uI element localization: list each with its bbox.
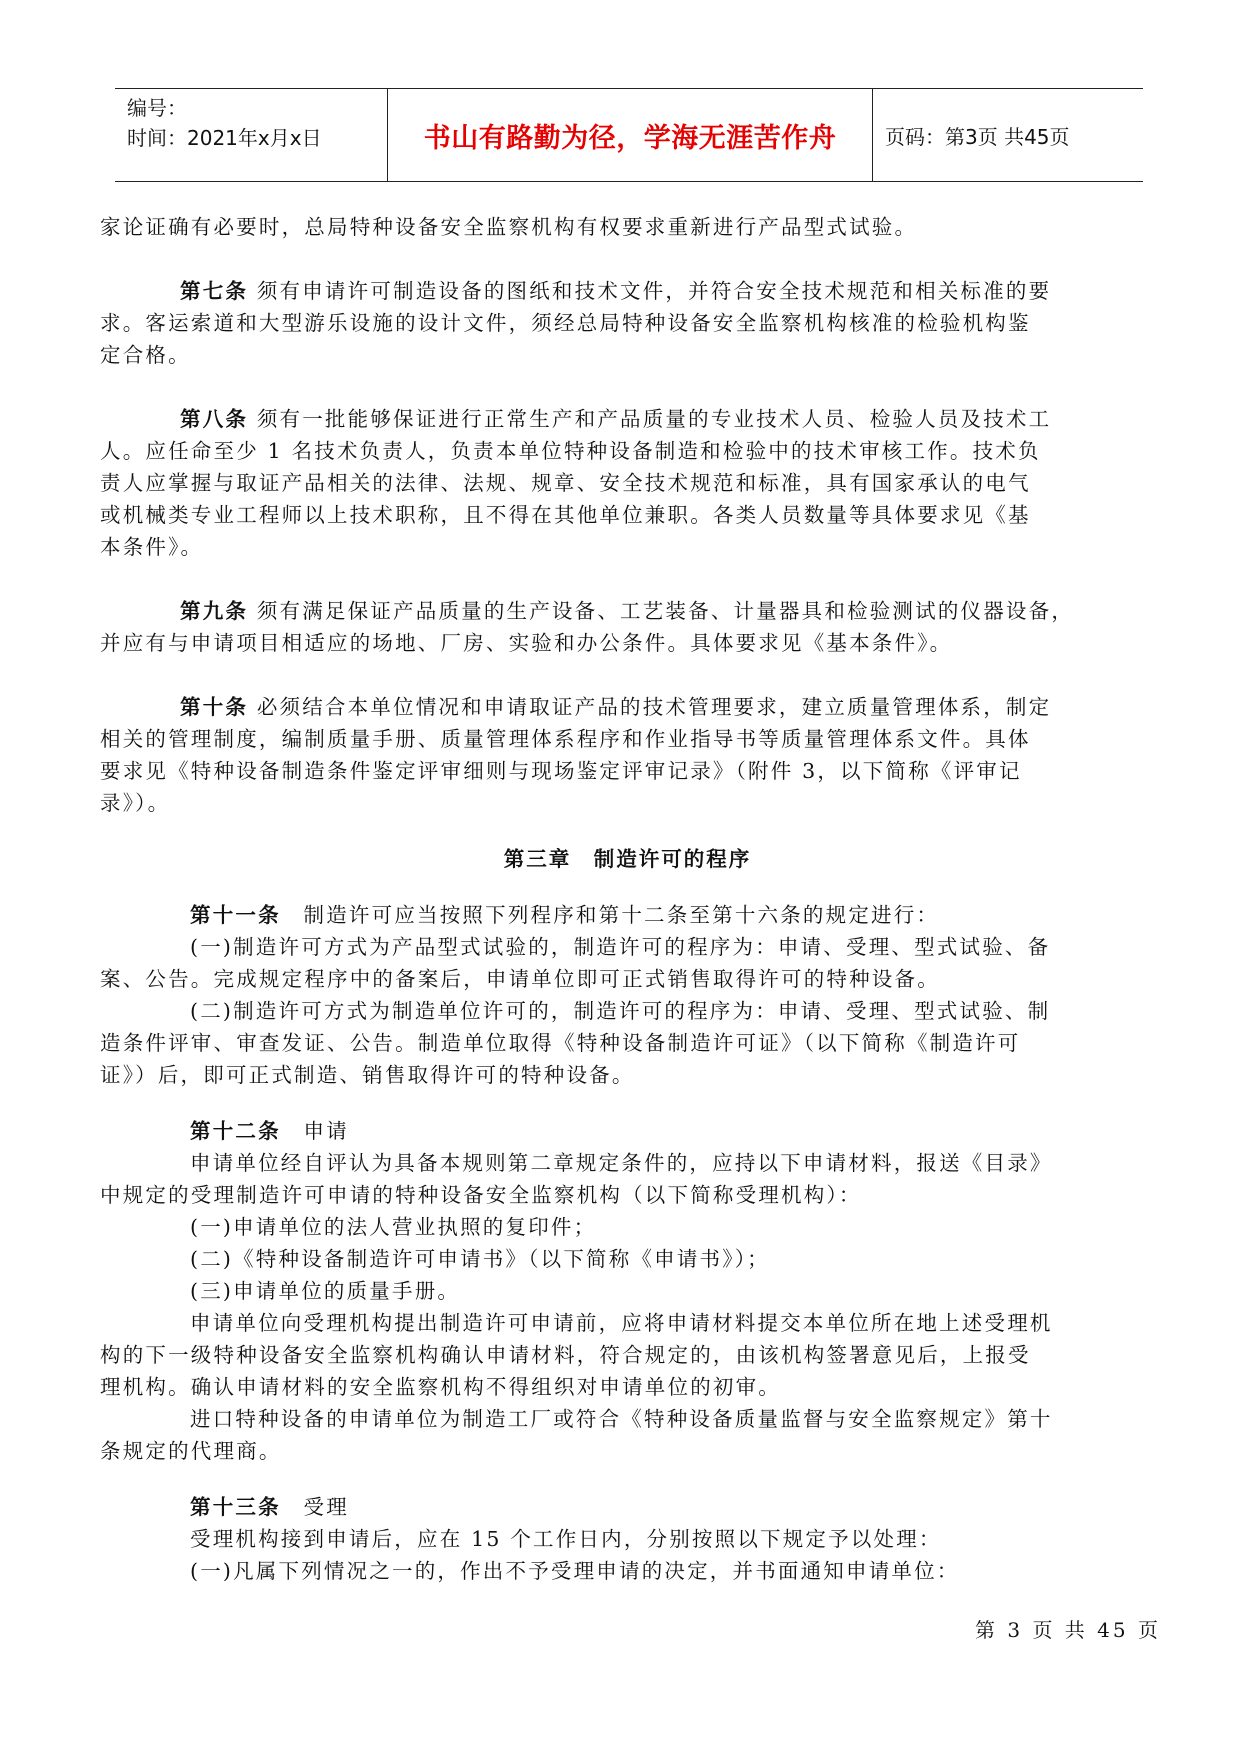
- article-12-line: 第十二条 申请: [190, 1119, 349, 1143]
- article-8-line: 本条件》。: [100, 535, 204, 559]
- article-10-line: 要求见《特种设备制造条件鉴定评审细则与现场鉴定评审记录》（附件 3，以下简称《评审记: [100, 759, 1022, 783]
- article-12-line: 申请单位经自评认为具备本规则第二章规定条件的，应持以下申请材料，报送《目录》: [190, 1151, 1053, 1175]
- article-10-line: 录》）。: [100, 791, 171, 815]
- article-8-line: 人。应任命至少 1 名技术负责人，负责本单位特种设备制造和检验中的技术审核工作。技术负: [100, 439, 1041, 463]
- header-motto-cell: [387, 89, 873, 181]
- article-11-line: 造条件评审、审查发证、公告。制造单位取得《特种设备制造许可证》（以下简称《制造许可: [100, 1031, 1021, 1055]
- article-12-line: 中规定的受理制造许可申请的特种设备安全监察机构（以下简称受理机构）：: [100, 1183, 862, 1207]
- article-12-line: (三)申请单位的质量手册。: [190, 1279, 461, 1303]
- article-7-line: 求。客运索道和大型游乐设施的设计文件，须经总局特种设备安全监察机构核准的检验机构鉴: [100, 311, 1031, 335]
- article-12-line: 进口特种设备的申请单位为制造工厂或符合《特种设备质量监督与安全监察规定》第十: [190, 1407, 1053, 1431]
- article-12-line: 申请单位向受理机构提出制造许可申请前，应将申请材料提交本单位所在地上述受理机: [190, 1311, 1053, 1335]
- article-7-line: 定合格。: [100, 343, 191, 367]
- article-7-line: 第七条 须有申请许可制造设备的图纸和技术文件，并符合安全技术规范和相关标准的要: [180, 279, 1052, 303]
- article-11-line: 第十一条 制造许可应当按照下列程序和第十二条至第十六条的规定进行：: [190, 903, 940, 927]
- document-number: 编号：: [127, 96, 187, 120]
- article-11-line: (二)制造许可方式为制造单位许可的，制造许可的程序为：申请、受理、型式试验、制: [190, 999, 1051, 1023]
- article-13-line: 受理机构接到申请后，应在 15 个工作日内，分别按照以下规定予以处理：: [190, 1527, 942, 1551]
- article-12-line: 条规定的代理商。: [100, 1439, 282, 1463]
- article-10-line: 第十条 必须结合本单位情况和申请取证产品的技术管理要求，建立质量管理体系，制定: [180, 695, 1052, 719]
- article-13-line: (一)凡属下列情况之一的，作出不予受理申请的决定，并书面通知申请单位：: [190, 1559, 960, 1583]
- document-time: 时间：2021年x月x日: [127, 126, 322, 150]
- header-motto: 书山有路勤为径，学海无涯苦作舟: [423, 122, 837, 154]
- article-10-line: 相关的管理制度，编制质量手册、质量管理体系程序和作业指导书等质量管理体系文件。具体: [100, 727, 1031, 751]
- article-9-line: 并应有与申请项目相适应的场地、厂房、实验和办公条件。具体要求见《基本条件》。: [100, 631, 953, 655]
- article-9-line: 第九条 须有满足保证产品质量的生产设备、工艺装备、计量器具和检验测试的仪器设备，: [180, 599, 1075, 623]
- header-page-cell: [873, 89, 1143, 181]
- article-12-line: (一)申请单位的法人营业执照的复印件；: [190, 1215, 597, 1239]
- article-7-title: 第七条: [180, 279, 249, 303]
- chapter-heading: 第三章 制造许可的程序: [503, 847, 752, 871]
- article-11-title: 第十一条: [190, 903, 281, 927]
- article-8-title: 第八条: [180, 407, 249, 431]
- document-body: [100, 211, 1155, 1587]
- page-header: [115, 88, 1143, 182]
- article-11-line: 证》）后，即可正式制造、销售取得许可的特种设备。: [100, 1063, 635, 1087]
- article-8-line: 第八条 须有一批能够保证进行正常生产和产品质量的专业技术人员、检验人员及技术工: [180, 407, 1052, 431]
- article-12-line: (二)《特种设备制造许可申请书》（以下简称《申请书》）；: [190, 1247, 770, 1271]
- article-11-line: 案、公告。完成规定程序中的备案后，申请单位即可正式销售取得许可的特种设备。: [100, 967, 940, 991]
- article-11-line: (一)制造许可方式为产品型式试验的，制造许可的程序为：申请、受理、型式试验、备: [190, 935, 1051, 959]
- paragraph-line: 家论证确有必要时，总局特种设备安全监察机构有权要求重新进行产品型式试验。: [100, 215, 918, 239]
- page-footer: 第 3 页 共 45 页: [975, 1618, 1161, 1642]
- article-9-title: 第九条: [180, 599, 249, 623]
- article-8-line: 或机械类专业工程师以上技术职称，且不得在其他单位兼职。各类人员数量等具体要求见《基: [100, 503, 1031, 527]
- article-12-line: 构的下一级特种设备安全监察机构确认申请材料，符合规定的，由该机构签署意见后，上报受: [100, 1343, 1031, 1367]
- header-meta: [115, 89, 387, 181]
- article-12-title: 第十二条: [190, 1119, 281, 1143]
- article-13-title: 第十三条: [190, 1495, 281, 1519]
- article-10-title: 第十条: [180, 695, 249, 719]
- article-8-line: 责人应掌握与取证产品相关的法律、法规、规章、安全技术规范和标准，具有国家承认的电气: [100, 471, 1031, 495]
- article-12-line: 理机构。确认申请材料的安全监察机构不得组织对申请单位的初审。: [100, 1375, 781, 1399]
- article-13-line: 第十三条 受理: [190, 1495, 349, 1519]
- header-page-number: 页码：第3页 共45页: [885, 124, 1070, 149]
